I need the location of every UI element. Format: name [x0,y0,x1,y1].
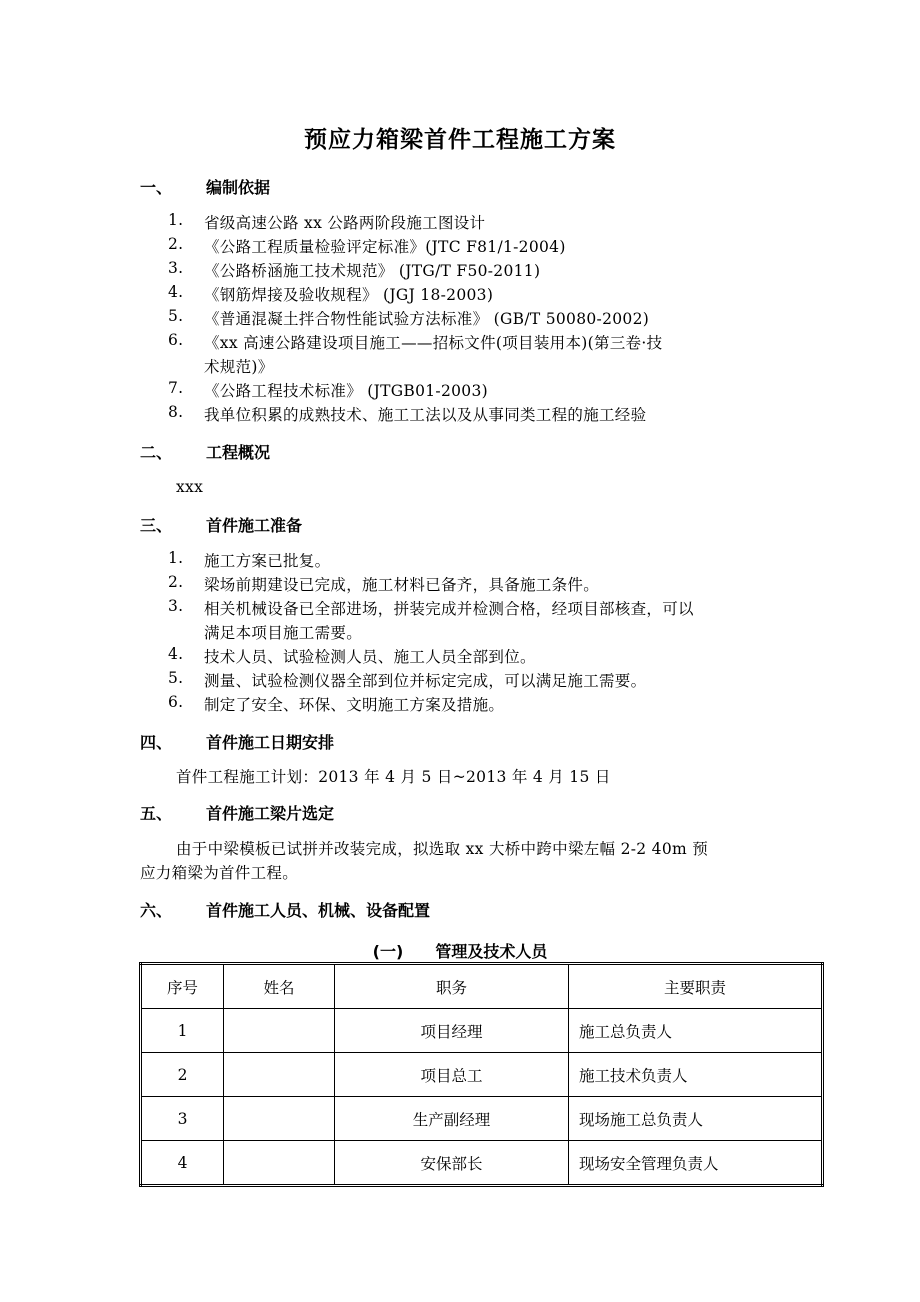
item-text: 制定了安全、环保、文明施工方案及措施。 [204,696,505,714]
section-title: 首件施工梁片选定 [206,804,335,823]
item-number: 1. [168,211,184,229]
section-body: xxx [176,478,204,496]
section-number: 二、 [140,443,173,462]
table-cell: 2 [141,1053,224,1097]
item-number: 2. [168,573,184,591]
item-number: 3. [168,597,184,615]
item-number: 3. [168,259,184,277]
table-cell [224,1009,335,1053]
item-text: 技术人员、试验检测人员、施工人员全部到位。 [204,648,536,666]
section-title: 首件施工准备 [206,516,303,535]
item-number: 6. [168,693,184,711]
table-caption-number: (一) [372,942,404,961]
table-cell [224,1141,335,1186]
section-number: 六、 [140,901,173,920]
item-number: 4. [168,645,184,663]
table-cell [224,1097,335,1141]
item-text: 《xx 高速公路建设项目施工——招标文件(项目装用本)(第三卷·技 [204,334,663,352]
section-heading-3 [140,513,302,536]
table-row [141,1009,823,1053]
section-heading-1 [140,175,270,198]
item-number: 2. [168,235,184,253]
table-cell: 项目总工 [335,1053,569,1097]
item-number: 4. [168,283,184,301]
section-heading-2 [140,440,270,463]
table-cell: 施工技术负责人 [569,1053,823,1097]
table-header-row [141,964,823,1009]
header-cell: 序号 [141,964,224,1009]
table-caption-text: 管理及技术人员 [435,942,548,961]
section-heading-6 [140,898,430,921]
item-number: 7. [168,379,184,397]
item-text: 测量、试验检测仪器全部到位并标定完成，可以满足施工需要。 [204,672,647,690]
section-number: 五、 [140,804,173,823]
table-cell: 1 [141,1009,224,1053]
document-title: 预应力箱梁首件工程施工方案 [304,127,616,153]
section-heading-4 [140,730,334,753]
section-body: 首件工程施工计划：2013 年 4 月 5 日~2013 年 4 月 15 日 [176,768,611,786]
table-cell: 施工总负责人 [569,1009,823,1053]
section-body-line: 应力箱梁为首件工程。 [140,864,299,882]
table-row [141,1097,823,1141]
header-cell: 职务 [335,964,569,1009]
item-text: 省级高速公路 xx 公路两阶段施工图设计 [204,214,486,232]
item-text: 《公路工程技术标准》 (JTGB01-2003) [204,382,488,400]
item-text: 梁场前期建设已完成，施工材料已备齐，具备施工条件。 [204,576,600,594]
item-number: 6. [168,331,184,349]
table-cell: 现场施工总负责人 [569,1097,823,1141]
table-cell: 4 [141,1141,224,1186]
section-body-line: 由于中梁模板已试拼并改装完成，拟选取 xx 大桥中跨中梁左幅 2-2 40m 预 [176,840,709,858]
section-heading-5 [140,801,334,824]
item-number: 1. [168,549,184,567]
item-text: 《公路工程质量检验评定标准》(JTC F81/1-2004) [204,238,566,256]
header-cell: 姓名 [224,964,335,1009]
item-text: 我单位积累的成熟技术、施工工法以及从事同类工程的施工经验 [204,406,647,424]
section-title: 首件施工日期安排 [206,733,335,752]
section-number: 一、 [140,178,173,197]
table-cell: 3 [141,1097,224,1141]
table-row [141,1141,823,1186]
table-cell: 现场安全管理负责人 [569,1141,823,1186]
item-text: 《普通混凝土拌合物性能试验方法标准》 (GB/T 50080-2002) [204,310,650,328]
staff-table [139,962,824,1187]
header-cell: 主要职责 [569,964,823,1009]
table-cell [224,1053,335,1097]
section-title: 工程概况 [206,443,271,462]
table-row [141,1053,823,1097]
table-caption [0,939,920,962]
item-text: 施工方案已批复。 [204,552,331,570]
section-number: 四、 [140,733,173,752]
item-text: 《钢筋焊接及验收规程》 (JGJ 18-2003) [204,286,494,304]
item-text: 《公路桥涵施工技术规范》 (JTG/T F50-2011) [204,262,541,280]
section-title: 首件施工人员、机械、设备配置 [206,901,431,920]
section-number: 三、 [140,516,173,535]
item-number: 8. [168,403,184,421]
item-number: 5. [168,307,184,325]
item-text: 相关机械设备已全部进场，拼装完成并检测合格，经项目部核查，可以 [204,600,694,618]
item-text: 术规范)》 [204,358,274,376]
table-cell: 生产副经理 [335,1097,569,1141]
table-cell: 项目经理 [335,1009,569,1053]
item-number: 5. [168,669,184,687]
item-text: 满足本项目施工需要。 [204,624,363,642]
section-title: 编制依据 [206,178,271,197]
table-cell: 安保部长 [335,1141,569,1186]
